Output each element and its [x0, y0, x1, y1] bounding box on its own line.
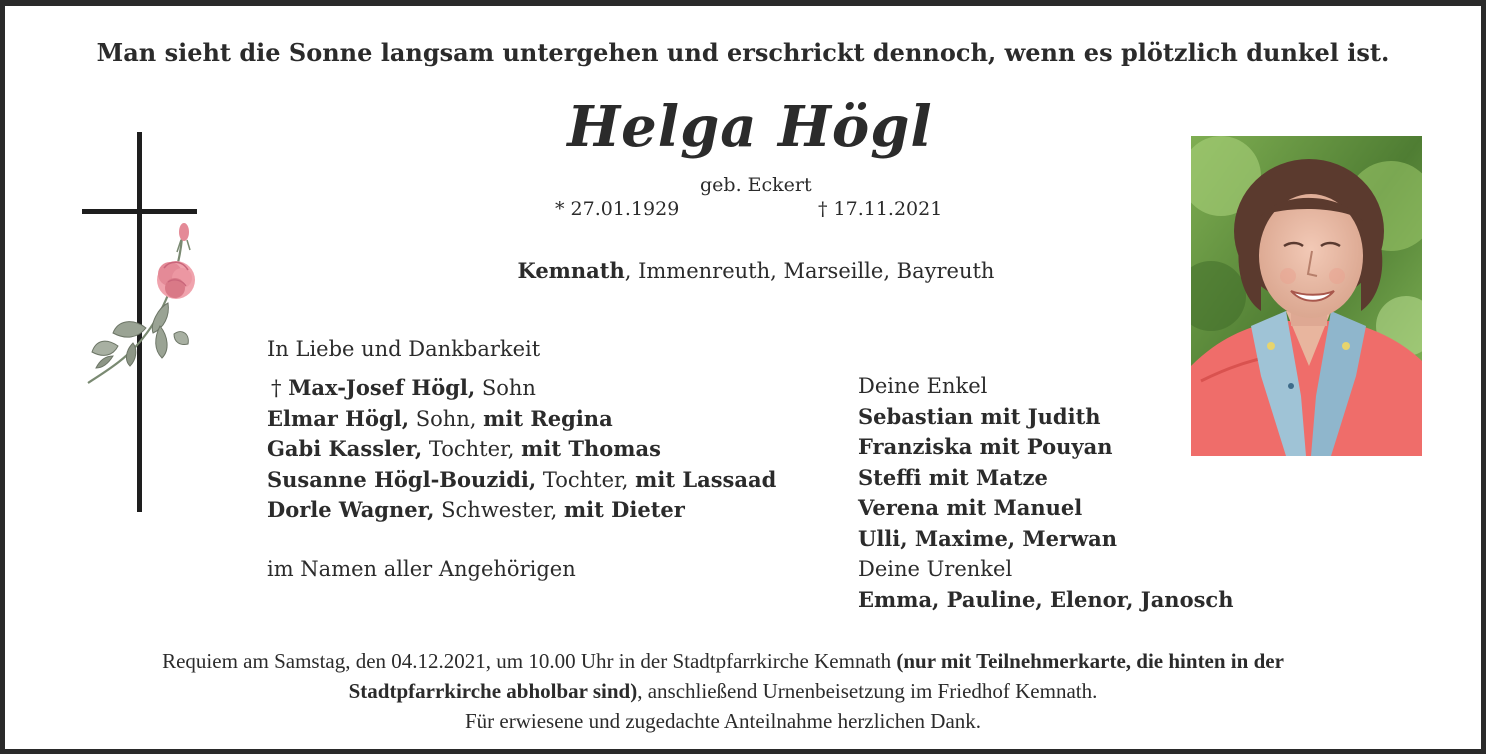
- deceased-name: Helga Högl: [567, 94, 933, 160]
- grandchild-row: Ulli, Maxime, Merwan: [858, 525, 1118, 551]
- grandchildren-heading: Deine Enkel: [858, 374, 988, 398]
- death-date: † 17.11.2021: [818, 198, 943, 220]
- family-row: Elmar Högl, Sohn, mit Regina: [267, 405, 613, 431]
- grandchild-row: Verena mit Manuel: [858, 495, 1083, 520]
- cross-icon: [78, 128, 208, 518]
- grandchild-row: Steffi mit Matze: [858, 464, 1048, 490]
- great-grandchildren-heading: Deine Urenkel: [858, 557, 1013, 581]
- great-grandchildren-names: Emma, Pauline, Elenor, Janosch: [858, 586, 1234, 612]
- birth-date: * 27.01.1929: [555, 198, 680, 220]
- family-row: Gabi Kassler, Tochter, mit Thomas: [267, 436, 661, 461]
- motto: Man sieht die Sonne langsam untergehen und erschrickt dennoch, wenn es plötzlich dunkel ist.: [96, 38, 1390, 67]
- place-main: Kemnath: [517, 258, 625, 283]
- family-row: † Max-Josef Högl, Sohn: [271, 375, 536, 400]
- place-rest: , Immenreuth, Marseille, Bayreuth: [624, 259, 995, 283]
- service-info: [0, 646, 1446, 736]
- intro-text: In Liebe und Dankbarkeit: [267, 337, 541, 361]
- family-list: [267, 373, 776, 526]
- grandchildren-list: [858, 371, 1233, 615]
- grandchild-row: Sebastian mit Judith: [858, 403, 1101, 429]
- thanks-line: Für erwiesene und zugedachte Anteilnahme herzlichen Dank.: [464, 709, 982, 733]
- birth-name: geb. Eckert: [700, 174, 812, 196]
- family-row: Dorle Wagner, Schwester, mit Dieter: [267, 497, 685, 522]
- grandchild-row: Franziska mit Pouyan: [858, 434, 1113, 459]
- service-line-1: Requiem am Samstag, den 04.12.2021, um 10.00 Uhr in der Stadtpfarrkirche Kemnath (nur mit Teilnehmerkarte, die hinten in der: [162, 649, 1284, 673]
- family-row: Susanne Högl-Bouzidi, Tochter, mit Lassaad: [267, 466, 777, 492]
- service-line-2: Stadtpfarrkirche abholbar sind), anschließend Urnenbeisetzung im Friedhof Kemnath.: [348, 679, 1098, 703]
- outro-text: im Namen aller Angehörigen: [267, 557, 576, 581]
